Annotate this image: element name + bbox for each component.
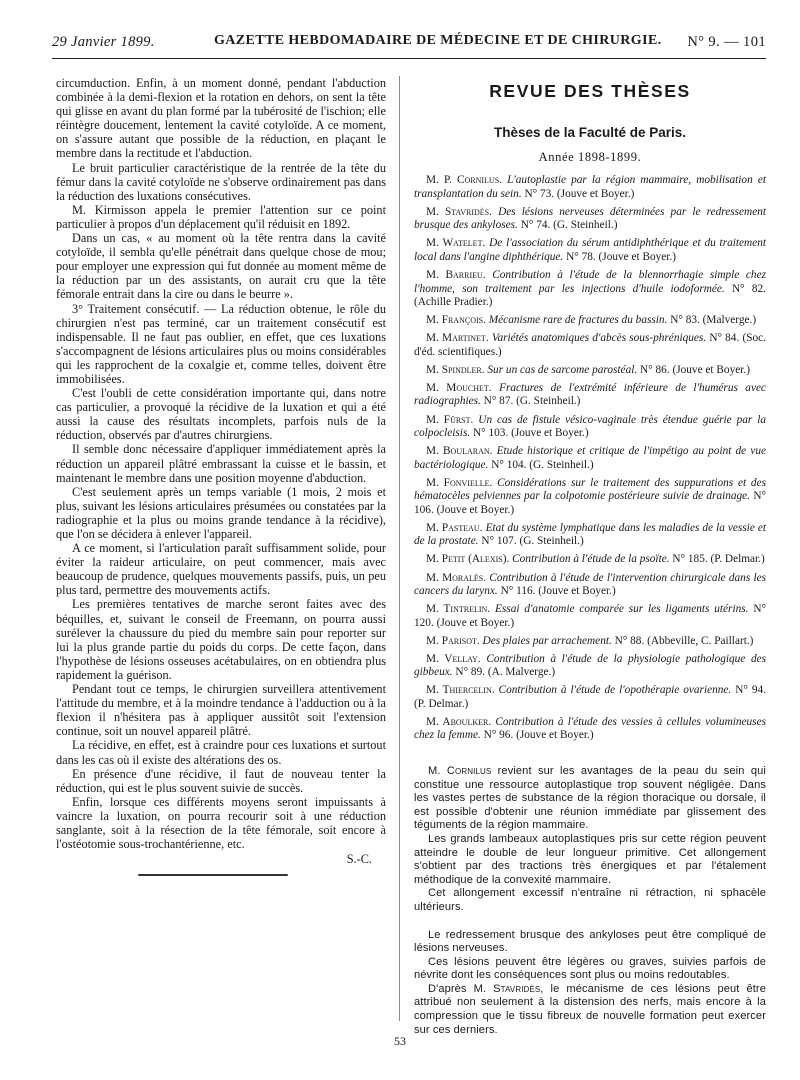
thesis-entry xyxy=(414,653,766,680)
thesis-title: Des plaies par arrachement. xyxy=(482,634,612,647)
thesis-entry xyxy=(414,382,766,409)
folio-number: 53 xyxy=(394,1034,406,1048)
running-head xyxy=(52,32,766,56)
thesis-details: N° 120. (Jouve et Boyer.) xyxy=(414,603,767,629)
paragraph: Pendant tout ce temps, le chirurgien surveillera attentivement l'attitude du membre, et à la moindre tendance à l'adduction ou à la flexion il n'hésitera pas à appliquer aussitôt soit l'extension continue, soit un nouvel appareil plâtré. xyxy=(56,682,386,739)
thesis-title: Mécanisme rare de fractures du bassin. xyxy=(488,314,668,327)
thesis-entry xyxy=(414,635,766,649)
issue-page-number: N° 9. — 101 xyxy=(687,34,766,50)
summary-text: D'après xyxy=(428,982,467,995)
thesis-author: M. Spindler. xyxy=(426,363,485,376)
thesis-title: Etat du système lymphatique dans les maladies de la vessie et de la prostate. xyxy=(414,521,766,548)
thesis-entry xyxy=(414,332,766,359)
thesis-entry xyxy=(414,364,766,378)
thesis-title: Contribution à l'étude de l'opothérapie ovarienne. xyxy=(498,684,732,697)
thesis-entry xyxy=(414,314,766,328)
thesis-author: M. Petit (Alexis). xyxy=(426,553,510,566)
thesis-author: M. Watelet. xyxy=(426,237,486,250)
thesis-entry xyxy=(414,716,766,743)
thesis-details: N° 104. (G. Steinheil.) xyxy=(491,458,594,471)
thesis-summary-cornilus xyxy=(414,765,766,1037)
thesis-title: Contribution à l'étude de la blennorrhagie simple chez l'homme, son traitement par les injections d'huile iodoformée. xyxy=(414,269,766,295)
thesis-author: M. Barrieu. xyxy=(426,269,486,282)
thesis-entry xyxy=(414,477,766,518)
thesis-entry xyxy=(414,522,766,549)
summary-paragraph: Les grands lambeaux autoplastiques pris sur cette région peuvent atteindre le double de leur longueur primitive. Cet allongement s'obtient par des tractions très énergiques et par l'étalement méthodique de la convexité mammaire. xyxy=(414,832,766,886)
thesis-author: M. Parisot. xyxy=(426,634,480,647)
paragraph: Dans un cas, « au moment où la tête rentra dans la cavité cotyloïde, il sembla qu'elle pénétrait dans quelque chose de mou; pour employer une expression qui fut donnée au moment même de la réduction par un des assistants, on aurait cru que la tête fémorale entrait dans la cire ou dans le beurre ». xyxy=(56,231,386,302)
paragraph: M. Kirmisson appela le premier l'attention sur ce point particulier à propos d'un déplacement qu'il réduisit en 1892. xyxy=(56,202,386,231)
column-divider xyxy=(399,76,400,1021)
thesis-title: Contribution à l'étude de la psoïte. xyxy=(512,553,670,566)
thesis-details: N° 82. (Achille Pradier.) xyxy=(414,282,766,309)
thesis-details: N° 103. (Jouve et Boyer.) xyxy=(473,427,589,440)
paragraph: Enfin, lorsque ces différents moyens seront impuissants à vaincre la luxation, on pourra recourir soit à une réduction sanglante, soit à la résection de la tête fémorale, soit encore à l'ostéotomie sous-trochantérienne, etc. xyxy=(56,794,386,852)
paragraph: Les premières tentatives de marche seront faites avec des béquilles, et, suivant le conseil de Freemann, on pourra aussi surélever la chaussure du pied du membre sain pour reporter sur lui la plus grande partie du poids du corps. De cette façon, dans l'hypothèse de lésions osseuses acétabulaires, on en obtiendra plus rapidement la guérison. xyxy=(56,597,386,682)
thesis-author: M. François. xyxy=(426,314,486,327)
paragraph: 3° Traitement consécutif. — La réduction obtenue, le rôle du chirurgien n'est pas terminé, car un traitement consécutif est indispensable. Il ne faut pas oublier, en effet, que ces luxations s'accompagnent de lésions articulaires plus ou moins considérables qui les rapprochent de la coxalgie et, comme telles, doivent être immobilisées. xyxy=(56,301,386,386)
thesis-author: M. Stavridès. xyxy=(426,205,492,218)
thesis-author: M. Martinet. xyxy=(426,332,489,345)
thesis-details: N° 84. (Soc. d'éd. scientifiques.) xyxy=(414,332,766,358)
thesis-entry xyxy=(414,684,766,711)
thesis-author: M. Mouchet. xyxy=(426,381,492,394)
summary-paragraph xyxy=(414,765,766,833)
paragraph: Il semble donc nécessaire d'appliquer immédiatement après la réduction un appareil plâtré embrassant la cuisse et le bassin, et maintenant le membre dans une position moyenne d'abduction. xyxy=(56,442,386,485)
thesis-title: Variétés anatomiques d'abcès sous-phréniques. xyxy=(491,332,707,345)
thesis-title: Fractures de l'extrémité inférieure de l'humérus avec radiographies. xyxy=(414,381,766,408)
thesis-entry xyxy=(414,174,766,201)
thesis-author: M. Vellay. xyxy=(426,652,481,665)
thesis-entry xyxy=(414,237,766,264)
thesis-entry xyxy=(414,603,766,630)
thesis-author: M. Boularan. xyxy=(426,445,493,458)
paragraph: En présence d'une récidive, il faut de nouveau tenter la réduction, qui est le plus souvent suivie de succès. xyxy=(56,766,386,795)
thesis-author: M. Fürst. xyxy=(426,413,474,426)
thesis-entry xyxy=(414,206,766,233)
thesis-author: M. Moralès. xyxy=(426,571,487,584)
journal-title: GAZETTE HEBDOMADAIRE DE MÉDECINE ET DE CHIRURGIE. xyxy=(214,33,662,48)
paragraph: C'est l'oubli de cette considération importante qui, dans notre cas particulier, a provoqué la récidive de la luxation et qui a été aussi la cause des résultats incomplets, parfois nuls de la réduction, observés par d'autres chirurgiens. xyxy=(56,386,386,443)
paragraph: C'est seulement après un temps variable (1 mois, 2 mois et plus, suivant les lésions articulaires présumées ou constatées par la radiographie et la plus ou moins grande tendance à la récidive), que l'on se décidera à enlever l'appareil. xyxy=(56,484,386,541)
academic-year: Année 1898-1899. xyxy=(538,150,642,165)
thesis-title: Contribution à l'étude de la physiologie pathologique des gibbeux. xyxy=(414,652,767,679)
thesis-details: N° 185. (P. Delmar.) xyxy=(672,553,765,566)
thesis-author: M. Thiercelin. xyxy=(426,684,495,697)
paragraph: Le bruit particulier caractéristique de la rentrée de la tête du fémur dans la cavité cotyloïde ne s'observe ordinairement pas dans la réduction des luxations consécutives. xyxy=(56,160,386,203)
thesis-details: N° 107. (G. Steinheil.) xyxy=(481,535,584,548)
thesis-details: N° 89. (A. Malverge.) xyxy=(455,666,556,679)
thesis-title: Un cas de fistule vésico-vaginale très étendue guérie par la colpocleisis. xyxy=(414,413,767,440)
header-rule xyxy=(52,58,766,59)
thesis-author: M. Fonvielle. xyxy=(426,476,493,489)
thesis-title: Essai d'anatomie comparée sur les ligaments utérins. xyxy=(495,603,749,616)
summary-author: M. Stavridès, xyxy=(473,982,544,995)
author-signature: S.-C. xyxy=(346,852,372,867)
thesis-details: N° 116. (Jouve et Boyer.) xyxy=(500,585,616,597)
thesis-details: N° 78. (Jouve et Boyer.) xyxy=(566,250,677,263)
thesis-details: N° 96. (Jouve et Boyer.) xyxy=(483,729,594,742)
thesis-details: N° 106. (Jouve et Boyer.) xyxy=(414,490,766,516)
paragraph: A ce moment, si l'articulation paraît suffisamment solide, pour éviter la raideur articulaire, on peut commencer, mais avec beaucoup de prudence, quelques mouvements passifs, puis, un peu plus tard, permettre des mouvements actifs. xyxy=(56,541,386,598)
end-ornament-rule xyxy=(138,874,288,876)
left-column xyxy=(56,76,386,876)
paragraph: circumduction. Enfin, à un moment donné, pendant l'abduction combinée à la demi-flexion et la rotation en dehors, on sent la tête qui glisse en avant du plan formé par la tubérosité de l'ischion; elle réintègre doucement, lentement la cavité cotyloïde. A ce moment, on s'assure autant que possible de la réduction, en plaçant le membre dans la rectitude et l'abduction. xyxy=(56,76,386,161)
thesis-details: N° 83. (Malverge.) xyxy=(670,314,757,327)
thesis-entry xyxy=(414,572,766,599)
summary-author: M. Cornilus xyxy=(428,764,492,777)
section-title: REVUE DES THÈSES xyxy=(489,81,691,101)
thesis-title: De l'association du sérum antidiphthérique et du traitement local dans l'angine diphthérique. xyxy=(414,237,766,263)
issue-date: 29 Janvier 1899. xyxy=(52,34,155,50)
summary-text: revient sur les avantages de la peau du sein qui constitue une ressource autoplastique trop souvent négligée. Dans les vastes pertes de substance de la région thoracique ou dorsale, il est possible d'obtenir une réunion immédiate par glissement des téguments de la région mammaire. xyxy=(414,764,766,832)
summary-paragraph: Cet allongement excessif n'entraîne ni rétraction, ni sphacèle ultérieurs. xyxy=(414,887,766,913)
thesis-entry xyxy=(414,414,766,441)
thesis-title: Considérations sur le traitement des suppurations et des hématocèles pelviennes par la colpotomie postérieure suivie de drainage. xyxy=(414,476,766,503)
thesis-title: Sur un cas de sarcome parostéal. xyxy=(487,363,638,376)
thesis-title: L'autoplastie par la région mammaire, mobilisation et transplantation du sein. xyxy=(414,174,766,200)
thesis-title: Etude historique et critique de l'impétigo au point de vue bactériologique. xyxy=(414,445,767,471)
thesis-details: N° 73. (Jouve et Boyer.) xyxy=(524,187,635,200)
thesis-details: N° 94. (P. Delmar.) xyxy=(414,684,766,710)
thesis-details: N° 87. (G. Steinheil.) xyxy=(483,395,581,408)
thesis-title: Contribution à l'étude des vessies à cellules volumineuses chez la femme. xyxy=(414,715,766,742)
thesis-title: Des lésions nerveuses déterminées par le redressement brusque des ankyloses. xyxy=(414,205,767,232)
summary-text: le mécanisme de ces lésions peut être attribué non seulement à la distension des nerfs, mais encore à la compression que le tissu fibreux de nouvelle formation peut exercer sur ces derniers. xyxy=(414,982,766,1036)
thesis-author: M. P. Cornilus. xyxy=(426,174,502,187)
thesis-details: N° 74. (G. Steinheil.) xyxy=(520,219,618,232)
thesis-entry xyxy=(414,269,766,310)
thesis-author: M. Pasteau. xyxy=(426,521,483,534)
paragraph: La récidive, en effet, est à craindre pour ces luxations et surtout dans les cas où il existe des altérations des os. xyxy=(56,738,386,767)
thesis-author: M. Tintrelin. xyxy=(426,603,491,616)
right-column xyxy=(414,76,766,1037)
summary-paragraph xyxy=(414,983,766,1037)
thesis-title: Contribution à l'étude de l'intervention chirurgicale dans les cancers du larynx. xyxy=(414,571,766,597)
faculty-subtitle: Thèses de la Faculté de Paris. xyxy=(493,125,687,141)
summary-paragraph: Le redressement brusque des ankyloses peut être compliqué de lésions nerveuses. xyxy=(414,928,766,955)
thesis-entry xyxy=(414,553,766,567)
thesis-details: N° 88. (Abbeville, C. Paillart.) xyxy=(614,634,754,647)
summary-paragraph: Ces lésions peuvent être légères ou graves, suivies parfois de névrite dont les conséquences sont plus ou moins redoutables. xyxy=(414,955,766,982)
thesis-entry xyxy=(414,445,766,472)
thesis-list xyxy=(414,174,766,743)
thesis-details: N° 86. (Jouve et Boyer.) xyxy=(640,363,750,376)
thesis-author: M. Aboulker. xyxy=(426,715,492,728)
